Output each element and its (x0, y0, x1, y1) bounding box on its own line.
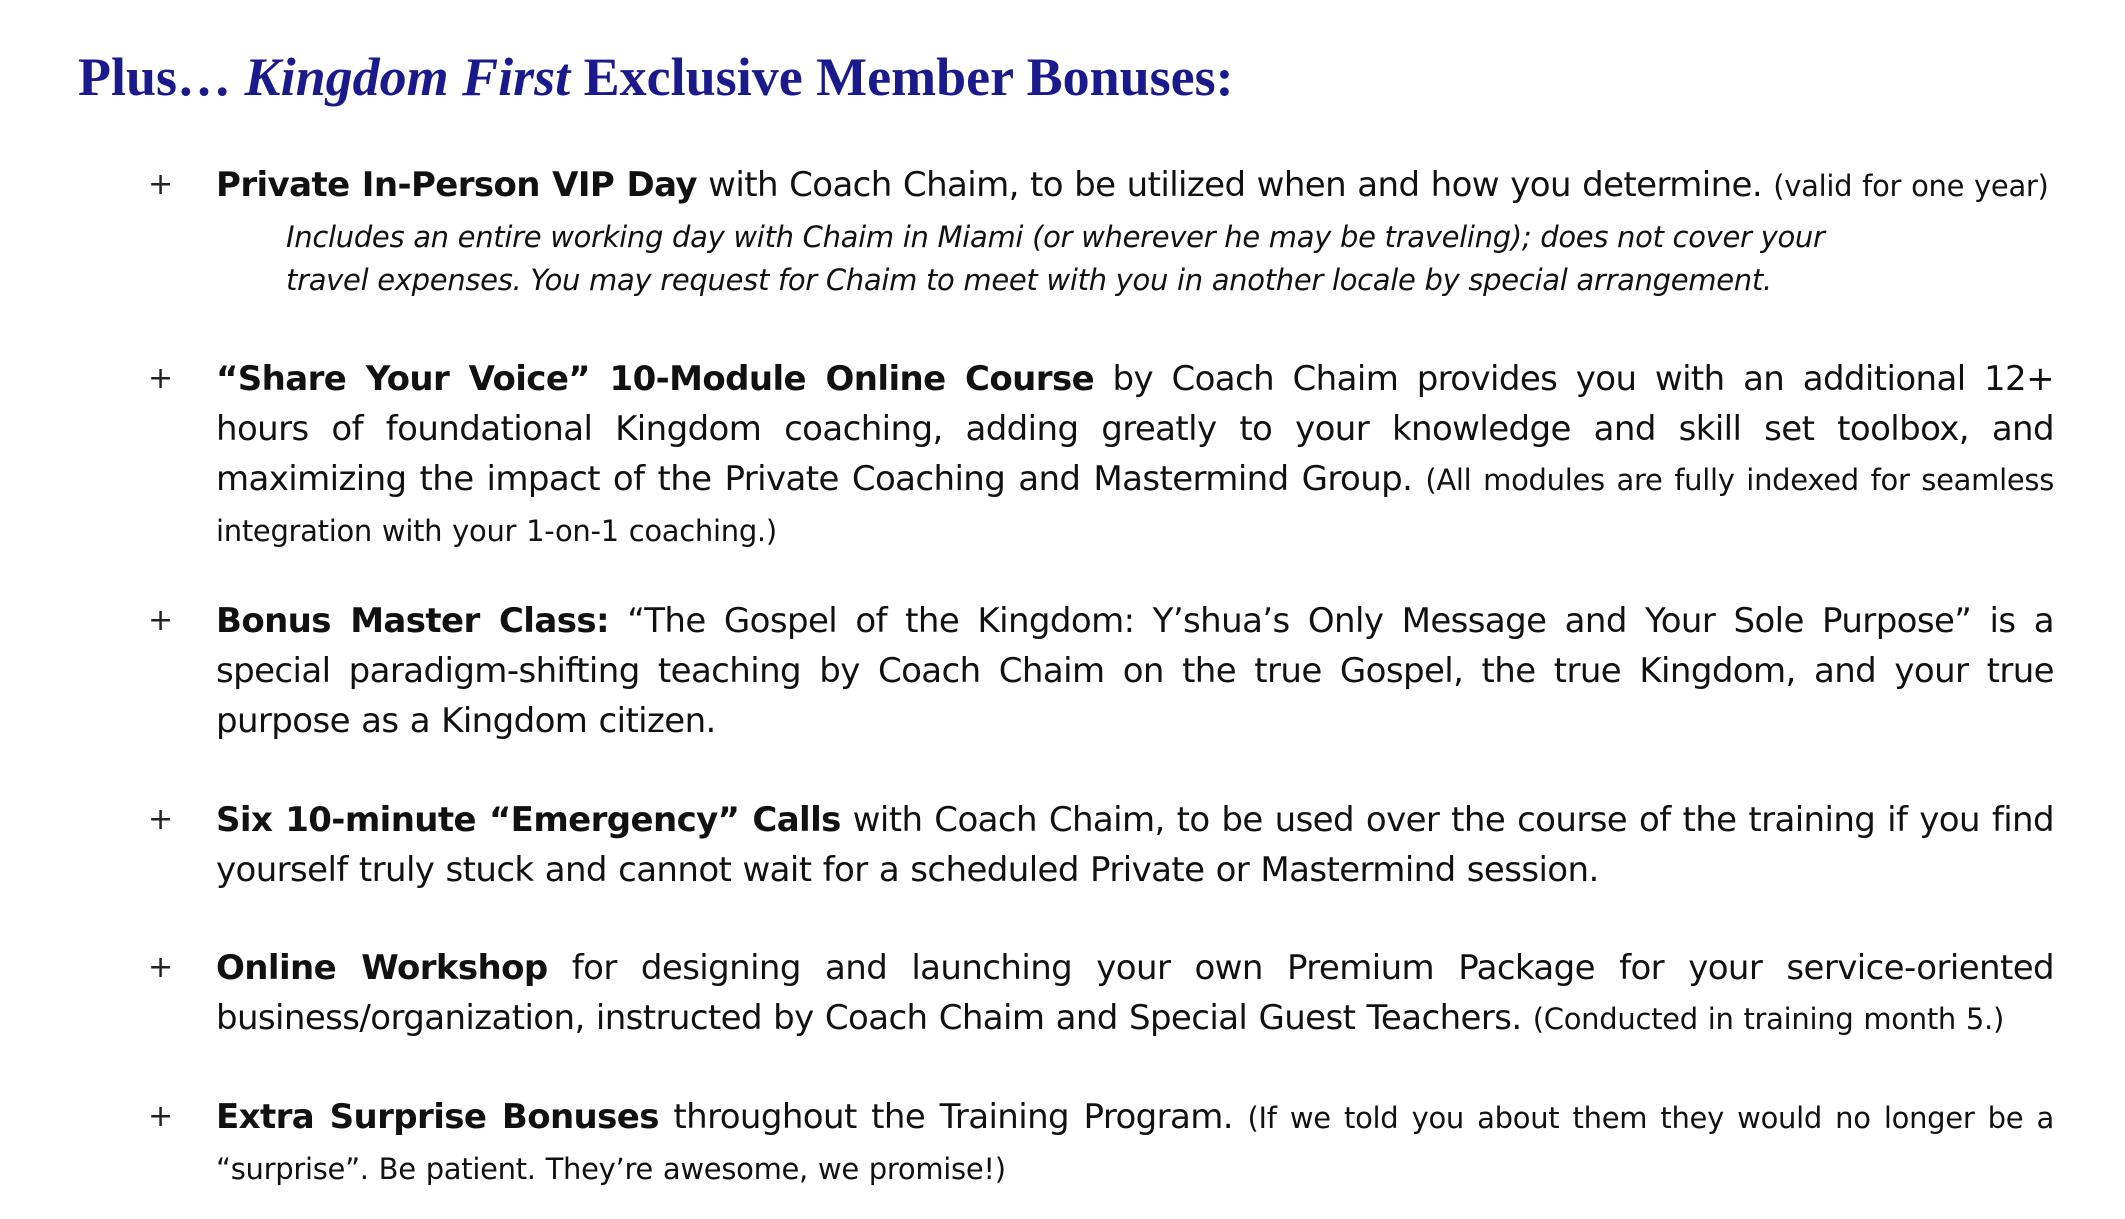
plus-bullet: + (148, 167, 174, 202)
bonus-detail-line: travel expenses. You may request for Chaim to meet with you in another locale by special arrangement. (286, 263, 1772, 297)
plus-bullet: + (148, 603, 174, 638)
bonus-title: Six 10-minute “Emergency” Calls (216, 800, 841, 840)
bonus-text: with Coach Chaim, to be utilized when and how you determine. (696, 165, 1774, 205)
bonus-text: by Coach Chaim provides you with an additional 12+ hours of foundational Kingdom coaching, adding greatly to your knowledge and skill set toolbox, and maximizing the impact of the Private Coaching and Mastermind Group. (216, 359, 2054, 499)
bonus-detail (286, 216, 2066, 302)
plus-bullet: + (148, 950, 174, 985)
bonus-description (216, 1092, 2054, 1194)
bonus-title: “Share Your Voice” 10-Module Online Course (216, 359, 1095, 399)
bonus-description (216, 354, 2054, 556)
plus-bullet: + (148, 361, 174, 396)
bonus-description (216, 596, 2054, 746)
bonus-text: with Coach Chaim, to be used over the course of the training if you find yourself truly stuck and cannot wait for a scheduled Private or Mastermind session. (216, 800, 2054, 890)
bonus-text: throughout the Training Program. (658, 1097, 1248, 1137)
page-title (78, 42, 1234, 112)
bonus-title: Extra Surprise Bonuses (216, 1097, 659, 1137)
bonus-description (216, 795, 2054, 895)
bonus-note: (All modules are fully indexed for seamless integration with your 1-on-1 coaching.) (216, 463, 2054, 548)
bonus-description (216, 160, 2054, 211)
bonus-title: Bonus Master Class: (216, 601, 609, 641)
bonus-title: Private In-Person VIP Day (216, 165, 697, 205)
title-brand: Kingdom First (244, 47, 571, 107)
bonus-description (216, 943, 2054, 1044)
bonus-title: Online Workshop (216, 948, 548, 988)
bonus-note: (valid for one year) (1773, 169, 2049, 203)
plus-bullet: + (148, 802, 174, 837)
bonus-detail-line: Includes an entire working day with Chaim in Miami (or wherever he may be traveling); does not cover your (286, 220, 1825, 254)
title-suffix: Exclusive Member Bonuses: (570, 47, 1234, 107)
bonus-note: (If we told you about them they would no longer be a “surprise”. Be patient. They’re awesome, we promise!) (216, 1101, 2054, 1186)
title-prefix: Plus… (78, 47, 245, 107)
bonus-text: “The Gospel of the Kingdom: Y’shua’s Only Message and Your Sole Purpose” is a special paradigm-shifting teaching by Coach Chaim on the true Gospel, the true Kingdom, and your true purpose as a Kingdom citizen. (216, 601, 2054, 741)
bonus-text: for designing and launching your own Premium Package for your service-oriented business/organization, instructed by Coach Chaim and Special Guest Teachers. (216, 948, 2055, 1038)
plus-bullet: + (148, 1099, 174, 1134)
bonus-note: (Conducted in training month 5.) (1532, 1002, 2004, 1036)
